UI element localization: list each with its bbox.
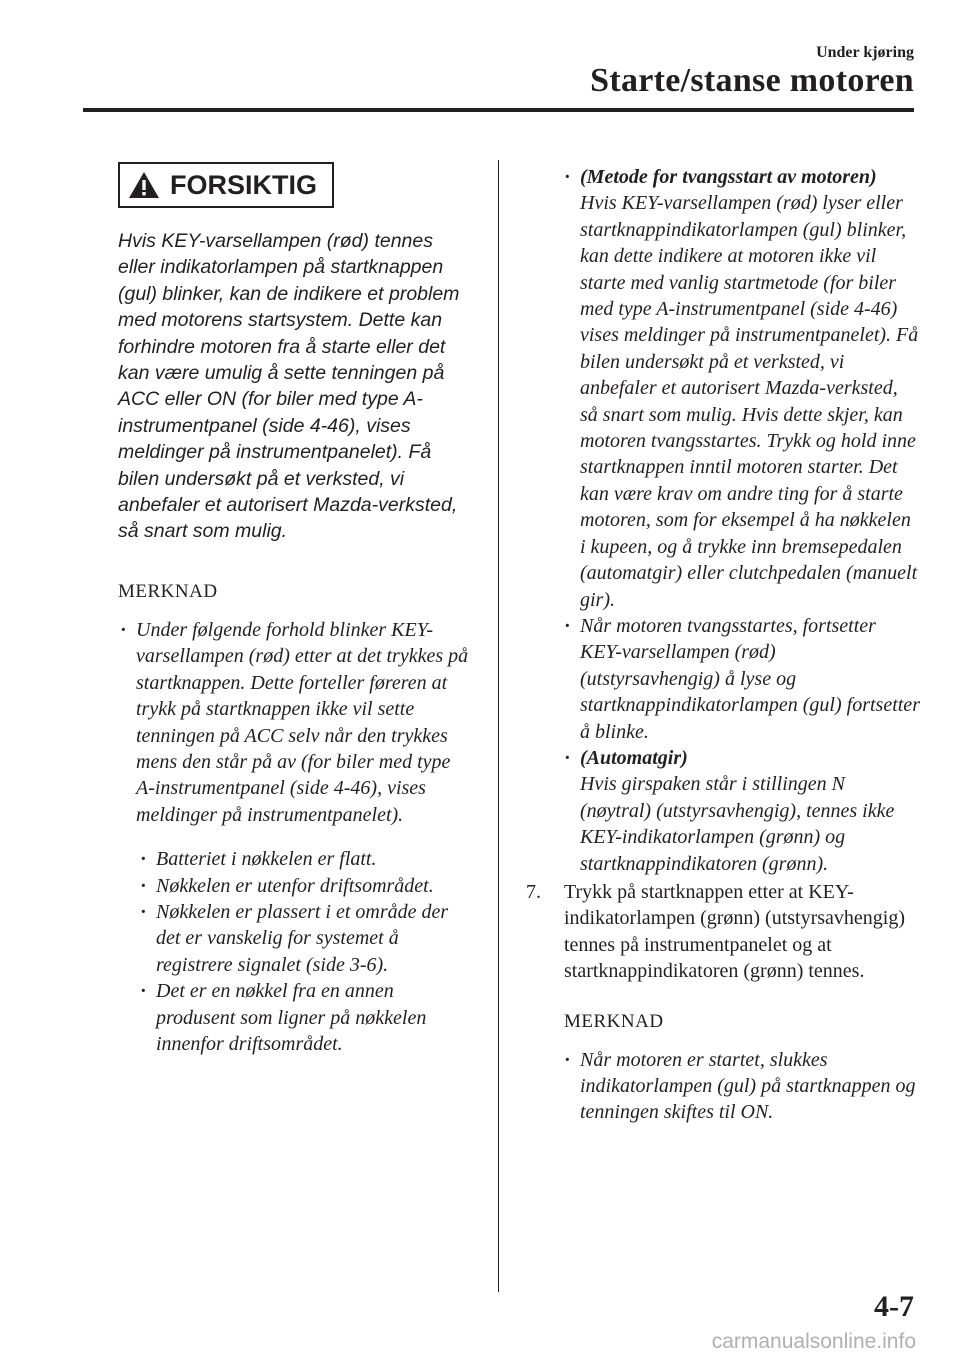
note-heading: MERKNAD — [564, 1010, 664, 1032]
note-subitem: · Nøkkelen er plassert i et område der det er vanskelig for systemet å registrere signalet (side 3-6). — [118, 899, 470, 978]
note-item-title: · (Metode for tvangsstart av motoren) — [580, 166, 877, 188]
caution-text: Hvis KEY-varsellampen (rød) tennes eller indikatorlampen på startknappen (gul) blinker, kan de indikere et problem med motorens startsystem. Dette kan forhindre motoren fra å starte eller det kan være umulig å sette tenningen på ACC eller ON (for biler med type A-instrumentpanel (side 4-46), vises meldinger på instrumentpanelet). Få bilen undersøkt på et verksted, vi anbefaler et autorisert Mazda-verksted, så snart som mulig. — [118, 230, 460, 543]
note-item-text: · Når motoren tvangsstartes, fortsetter KEY-varsellampen (rød) (utstyrsavhengig) å lyse og startknappindikatorlampen (gul) fortsetter å blinke. — [580, 614, 920, 743]
note-item-text: Hvis KEY-varsellampen (rød) lyser eller startknappindikatorlampen (gul) blinker, kan dette indikere at motoren ikke vil starte med vanlig startmetode (for biler med type A-instrumentpanel (side 4-46) vises meldinger på instrumentpanelet). Få bilen undersøkt på et verksted, vi anbefaler et autorisert Mazda-verksted, så snart som mulig. Hvis dette skjer, kan motoren tvangsstartes. Trykk og hold inne startknappen inntil motoren starter. Det kan være krav om andre ting for å starte motoren, som for eksempel å ha nøkkelen i kupeen, og å trykke inn bremsepedalen (automatgir) eller clutchpedalen (manuelt gir). — [580, 192, 919, 611]
warning-box — [118, 162, 334, 208]
note-item — [520, 164, 920, 613]
note-item: · Når motoren er startet, slukkes indikatorlampen (gul) på startknappen og tenningen skiftes til ON. — [520, 1047, 920, 1126]
warning-triangle-icon — [128, 170, 160, 200]
right-column — [520, 164, 920, 1126]
note-item: · Under følgende forhold blinker KEY-varsellampen (rød) etter at det trykkes på startknappen. Dette forteller føreren at trykk på startknappen ikke vil sette tenningen på ACC selv når den trykkes mens den står på av (for biler med type A-instrumentpanel (side 4-46), vises meldinger på instrumentpanelet). — [118, 617, 470, 828]
watermark: carmanualsonline.info — [711, 1330, 916, 1353]
warning-label: FORSIKTIG — [170, 169, 317, 200]
note-item-title: · (Automatgir) — [580, 746, 688, 769]
step-7 — [526, 879, 920, 985]
left-column — [118, 162, 470, 1057]
column-divider — [498, 160, 499, 1292]
header-rule — [83, 108, 914, 112]
note-subitem: · Nøkkelen er utenfor driftsområdet. — [118, 873, 470, 899]
note-subitem: · Det er en nøkkel fra en annen produsent som ligner på nøkkelen innenfor driftsområdet. — [118, 978, 470, 1057]
step-text: Trykk på startknappen etter at KEY-indikatorlampen (grønn) (utstyrsavhengig) tennes på instrumentpanelet og at startknappindikatoren (grønn) tennes. — [564, 880, 906, 983]
note-item — [520, 613, 920, 745]
note-item — [520, 745, 920, 877]
header-section-label: Under kjøring — [816, 44, 914, 61]
note-heading: MERKNAD — [118, 580, 218, 602]
page-title: Starte/stanse motoren — [590, 62, 914, 99]
note-subitem: · Batteriet i nøkkelen er flatt. — [118, 846, 470, 872]
note-item-text: Hvis girspaken står i stillingen N (nøytral) (utstyrsavhengig), tennes ikke KEY-indikatorlampen (grønn) og startknappindikatoren (grønn). — [580, 773, 895, 875]
page-number: 4-7 — [874, 1290, 914, 1323]
step-number: 7. — [526, 880, 541, 903]
